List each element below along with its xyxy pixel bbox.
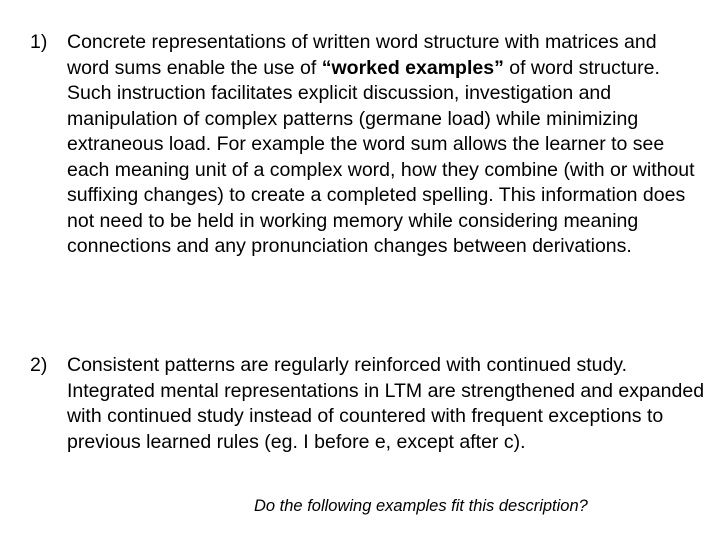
text-segment: Concrete representations of written word structure with matrices and word sums enable the use of: [67, 31, 657, 79]
list-item-text: [67, 30, 703, 260]
list-item-text: Consistent patterns are regularly reinforced with continued study. Integrated mental representations in LTM are strengthened and expanded with continued study instead of countered with frequent exceptions to previous learned rules (eg. I before e, except after c).: [67, 354, 705, 453]
text-segment: of word structure. Such instruction facilitates explicit discussion, investigation and manipulation of complex patterns (germane load) while minimizing extraneous load. For example the word sum allows the learner to see each meaning unit of a complex word, how they combine (with or without suffixing changes) to create a completed spelling. This information does not need to be held in working memory while considering meaning connections and any pronunciation changes between derivations.: [67, 56, 695, 257]
list-item-2: [30, 353, 710, 455]
footer-question: Do the following examples fit this description?: [254, 497, 588, 515]
list-item-1: [30, 30, 710, 260]
list-number: 2): [30, 354, 48, 376]
emphasis-worked-examples: “worked examples”: [321, 56, 504, 79]
list-number: 1): [30, 31, 48, 53]
